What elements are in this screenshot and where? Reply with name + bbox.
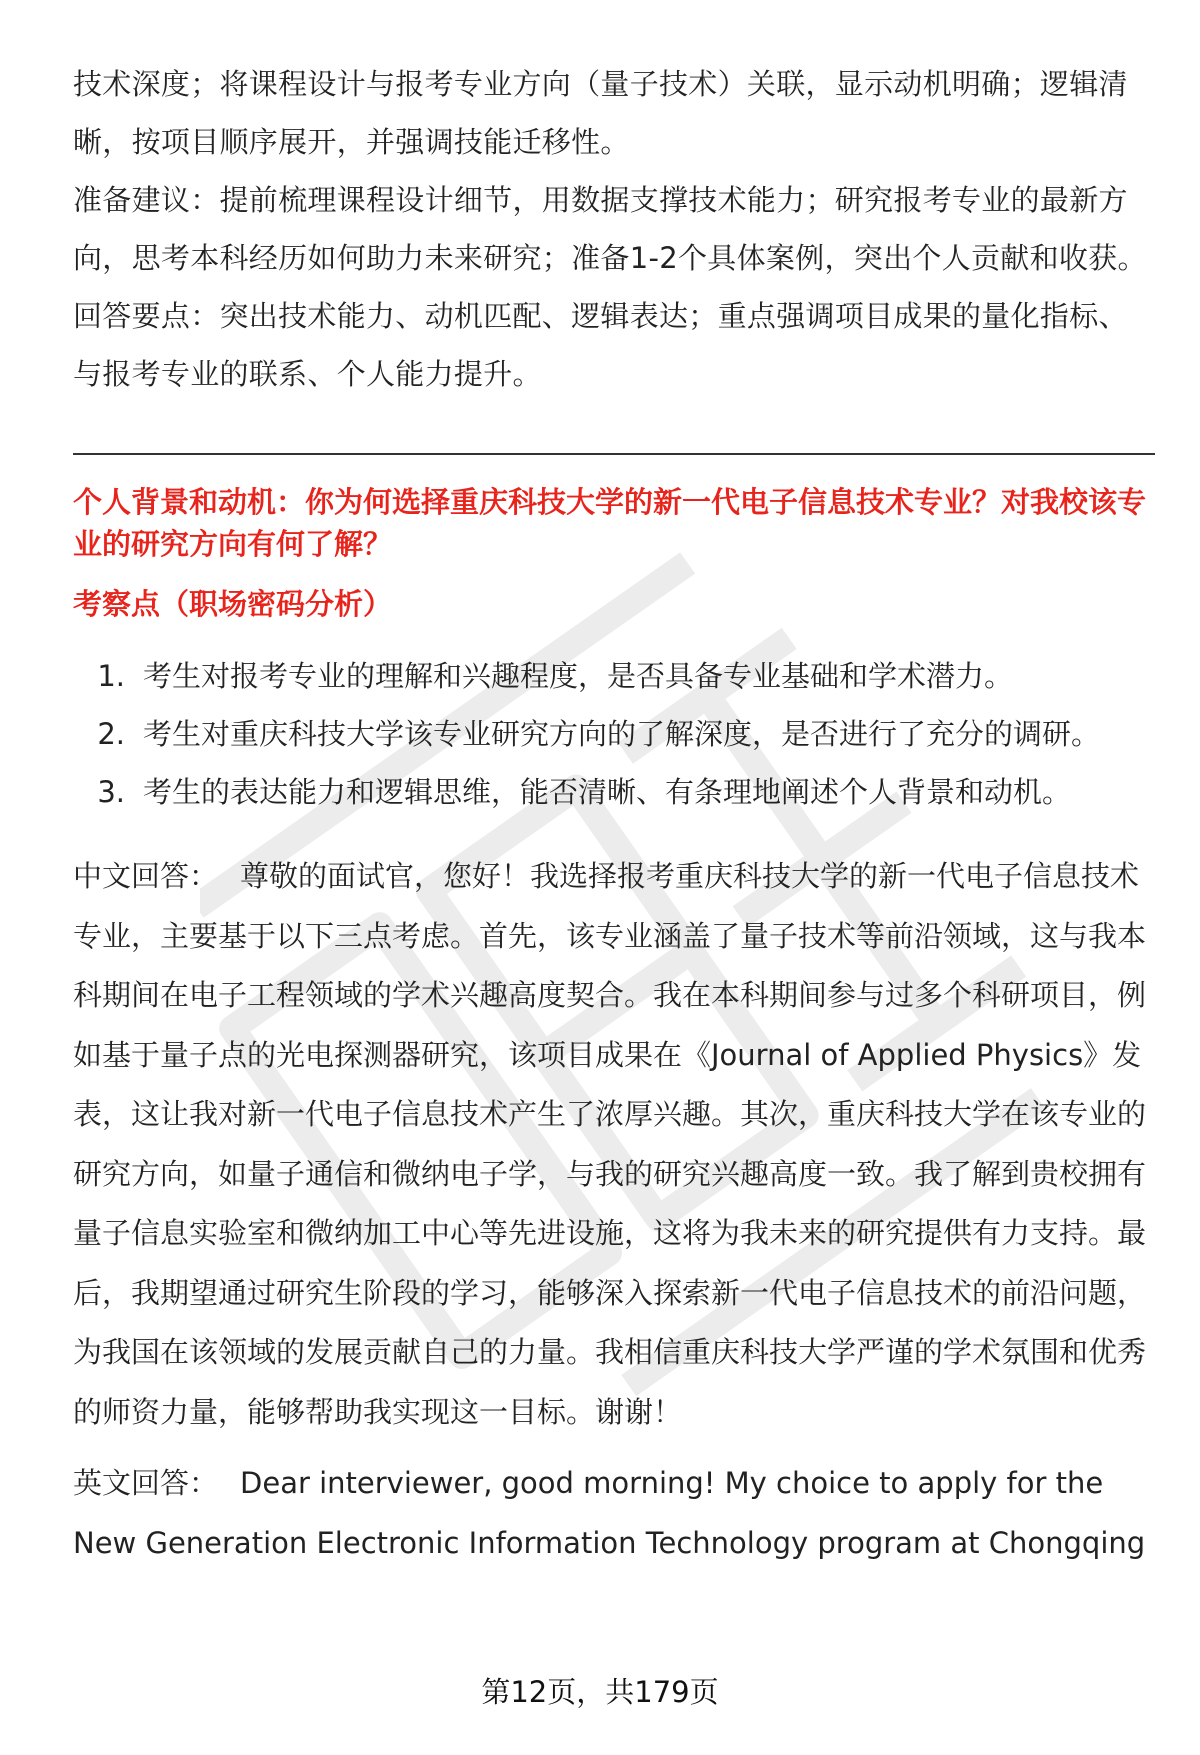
page-content [73, 55, 1155, 1585]
list-item [73, 705, 1155, 763]
list-item-number: 3. [97, 775, 125, 809]
list-item-text: 考生的表达能力和逻辑思维，能否清晰、有条理地阐述个人背景和动机。 [143, 775, 1072, 809]
section-divider [73, 453, 1155, 455]
chinese-answer [73, 847, 1155, 1442]
evaluation-points-list [73, 647, 1155, 821]
points-heading: 考察点（职场密码分析） [73, 587, 393, 621]
intro-paragraph-1: 技术深度；将课程设计与报考专业方向（量子技术）关联，显示动机明确；逻辑清晰，按项目顺序展开，并强调技能迁移性。 [73, 67, 1128, 159]
page-number: 第12页，共179页 [481, 1675, 719, 1709]
list-item-text: 考生对报考专业的理解和兴趣程度，是否具备专业基础和学术潜力。 [143, 659, 1014, 693]
intro-paragraph-key-points: 回答要点：突出技术能力、动机匹配、逻辑表达；重点强调项目成果的量化指标、与报考专业的联系、个人能力提升。 [73, 299, 1128, 391]
english-answer [73, 1454, 1155, 1573]
intro-paragraph-preparation: 准备建议：提前梳理课程设计细节，用数据支撑技术能力；研究报考专业的最新方向，思考本科经历如何助力未来研究；准备1-2个具体案例，突出个人贡献和收获。 [73, 183, 1147, 275]
chinese-answer-label: 中文回答： [73, 859, 219, 893]
list-item [73, 647, 1155, 705]
chinese-answer-text: 尊敬的面试官，您好！我选择报考重庆科技大学的新一代电子信息技术专业，主要基于以下三点考虑。首先，该专业涵盖了量子技术等前沿领域，这与我本科期间在电子工程领域的学术兴趣高度契合。我在本科期间参与过多个科研项目，例如基于量子点的光电探测器研究，该项目成果在《Journal of Applied Physics》发表，这让我对新一代电子信息技术产生了浓厚兴趣。其次，重庆科技大学在该专业的研究方向，如量子通信和微纳电子学，与我的研究兴趣高度一致。我了解到贵校拥有量子信息实验室和微纳加工中心等先进设施，这将为我未来的研究提供有力支持。最后，我期望通过研究生阶段的学习，能够深入探索新一代电子信息技术的前沿问题，为我国在该领域的发展贡献自己的力量。我相信重庆科技大学严谨的学术氛围和优秀的师资力量，能够帮助我实现这一目标。谢谢！ [73, 859, 1147, 1429]
english-answer-label: 英文回答： [73, 1466, 219, 1500]
list-item [73, 763, 1155, 821]
english-answer-text: Dear interviewer, good morning! My choice to apply for the New Generation Electronic Information Technology program at Chongqing [73, 1466, 1146, 1560]
list-item-number: 2. [97, 717, 125, 751]
list-item-number: 1. [97, 659, 125, 693]
question-title: 个人背景和动机：你为何选择重庆科技大学的新一代电子信息技术专业？对我校该专业的研究方向有何了解？ [73, 485, 1147, 561]
list-item-text: 考生对重庆科技大学该专业研究方向的了解深度，是否进行了充分的调研。 [143, 717, 1101, 751]
